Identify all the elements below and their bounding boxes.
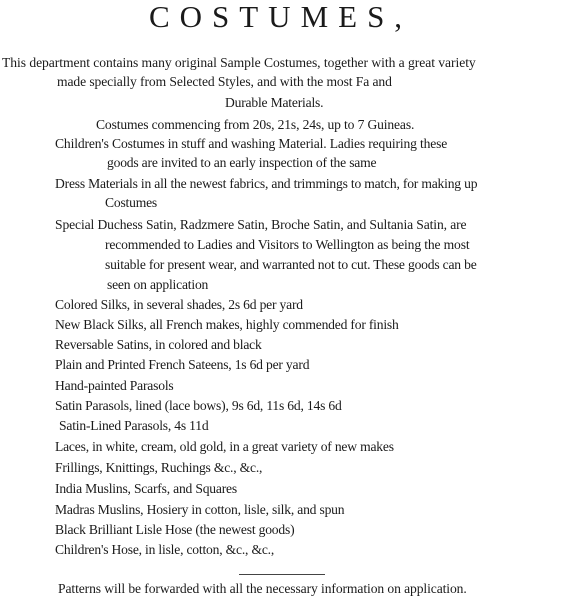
- text-line: Costumes: [105, 195, 158, 210]
- footer-note: Patterns will be forwarded with all the necessary information on application.: [58, 581, 467, 596]
- text-line: Frillings, Knittings, Ruchings &c., &c.,: [55, 460, 263, 475]
- text-line: goods are invited to an early inspection of the same: [107, 155, 377, 170]
- text-line: India Muslins, Scarfs, and Squares: [55, 481, 237, 496]
- text-line: recommended to Ladies and Visitors to Wellington as being the most: [105, 237, 470, 252]
- text-line: Durable Materials.: [225, 95, 324, 110]
- text-line: New Black Silks, all French makes, highly commended for finish: [55, 317, 399, 332]
- text-line: Dress Materials in all the newest fabrics, and trimmings to match, for making up: [55, 176, 478, 191]
- text-line: Reversable Satins, in colored and black: [55, 337, 262, 352]
- text-line: Costumes commencing from 20s, 21s, 24s, up to 7 Guineas.: [96, 117, 415, 132]
- divider: [239, 574, 325, 575]
- text-line: Children's Hose, in lisle, cotton, &c., &c.,: [55, 542, 275, 557]
- text-line: Plain and Printed French Sateens, 1s 6d per yard: [55, 357, 310, 372]
- text-line: Colored Silks, in several shades, 2s 6d per yard: [55, 297, 303, 312]
- text-line: Satin-Lined Parasols, 4s 11d: [59, 418, 209, 433]
- text-line: Satin Parasols, lined (lace bows), 9s 6d, 11s 6d, 14s 6d: [55, 398, 342, 413]
- text-line: Hand-painted Parasols: [55, 378, 174, 393]
- text-line: seen on application: [107, 277, 209, 292]
- text-line: Children's Costumes in stuff and washing Material. Ladies requiring these: [55, 136, 448, 151]
- text-line: Madras Muslins, Hosiery in cotton, lisle, silk, and spun: [55, 502, 345, 517]
- text-line: Special Duchess Satin, Radzmere Satin, Broche Satin, and Sultania Satin, are: [55, 217, 467, 232]
- text-line: made specially from Selected Styles, and with the most Fa and: [57, 74, 392, 89]
- text-line: suitable for present wear, and warranted not to cut. These goods can be: [105, 257, 477, 272]
- page-title: COSTUMES,: [148, 0, 413, 34]
- text-line: Laces, in white, cream, old gold, in a great variety of new makes: [55, 439, 394, 454]
- text-line: Black Brilliant Lisle Hose (the newest goods): [55, 522, 295, 537]
- text-line: This department contains many original Sample Costumes, together with a great variety: [2, 55, 476, 70]
